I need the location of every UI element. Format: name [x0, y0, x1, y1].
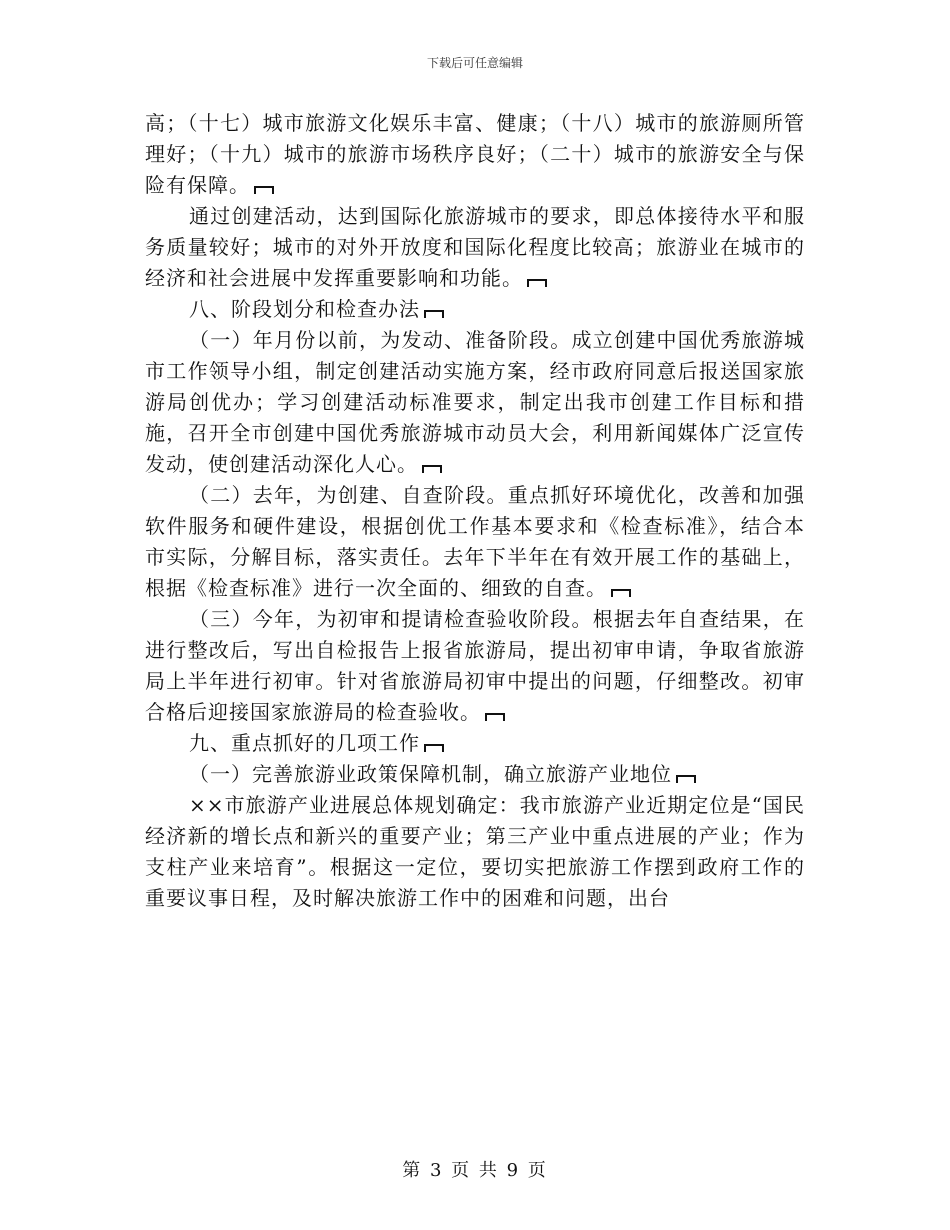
section-heading-8: [145, 294, 805, 325]
paragraph-9: [145, 790, 805, 914]
paragraph-mark-icon: [422, 465, 442, 473]
subsection-heading-1: [145, 759, 805, 790]
section-heading-9: [145, 728, 805, 759]
document-body: [145, 108, 805, 914]
paragraph-4: [145, 325, 805, 480]
paragraph-6: [145, 604, 805, 728]
paragraph-text: （一）年月份以前，为发动、准备阶段。成立创建中国优秀旅游城市工作领导小组，制定创建活动实施方案，经市政府同意后报送国家旅游局创优办；学习创建活动标准要求，制定出我市创建工作目标和措施，召开全市创建中国优秀旅游城市动员大会，利用新闻媒体广泛宣传发动，使创建活动深化人心。: [145, 328, 805, 476]
paragraph-mark-icon: [485, 713, 505, 721]
paragraph-2: [145, 201, 805, 294]
paragraph-text: （一）完善旅游业政策保障机制，确立旅游产业地位: [189, 762, 672, 786]
paragraph-mark-icon: [254, 186, 274, 194]
paragraph-text: 通过创建活动，达到国际化旅游城市的要求，即总体接待水平和服务质量较好；城市的对外开放度和国际化程度比较高；旅游业在城市的经济和社会进展中发挥重要影响和功能。: [145, 204, 805, 290]
page-footer: 第 3 页 共 9 页: [402, 1160, 548, 1181]
paragraph-mark-icon: [611, 589, 631, 597]
paragraph-mark-icon: [527, 279, 547, 287]
paragraph-mark-icon: [424, 310, 444, 318]
paragraph-1: [145, 108, 805, 201]
paragraph-text: 高；（十七）城市旅游文化娱乐丰富、健康；（十八）城市的旅游厕所管理好；（十九）城市的旅游市场秩序良好；（二十）城市的旅游安全与保险有保障。: [145, 111, 805, 197]
paragraph-mark-icon: [676, 775, 696, 783]
paragraph-5: [145, 480, 805, 604]
paragraph-mark-icon: [424, 744, 444, 752]
paragraph-text: ××市旅游产业进展总体规划确定：我市旅游产业近期定位是“国民经济新的增长点和新兴的重要产业；第三产业中重点进展的产业；作为支柱产业来培育”。根据这一定位，要切实把旅游工作摆到政府工作的重要议事日程，及时解决旅游工作中的困难和问题，出台: [145, 793, 805, 910]
paragraph-text: 八、阶段划分和检查办法: [189, 297, 420, 321]
paragraph-text: 九、重点抓好的几项工作: [189, 731, 420, 755]
paragraph-text: （二）去年，为创建、自查阶段。重点抓好环境优化，改善和加强软件服务和硬件建设，根据创优工作基本要求和《检查标准》，结合本市实际，分解目标，落实责任。去年下半年在有效开展工作的基础上，根据《检查标准》进行一次全面的、细致的自查。: [145, 483, 805, 600]
page-header: 下载后可任意编辑: [426, 56, 523, 70]
paragraph-text: （三）今年，为初审和提请检查验收阶段。根据去年自查结果，在进行整改后，写出自检报告上报省旅游局，提出初审申请，争取省旅游局上半年进行初审。针对省旅游局初审中提出的问题，仔细整改。初审合格后迎接国家旅游局的检查验收。: [145, 607, 805, 724]
